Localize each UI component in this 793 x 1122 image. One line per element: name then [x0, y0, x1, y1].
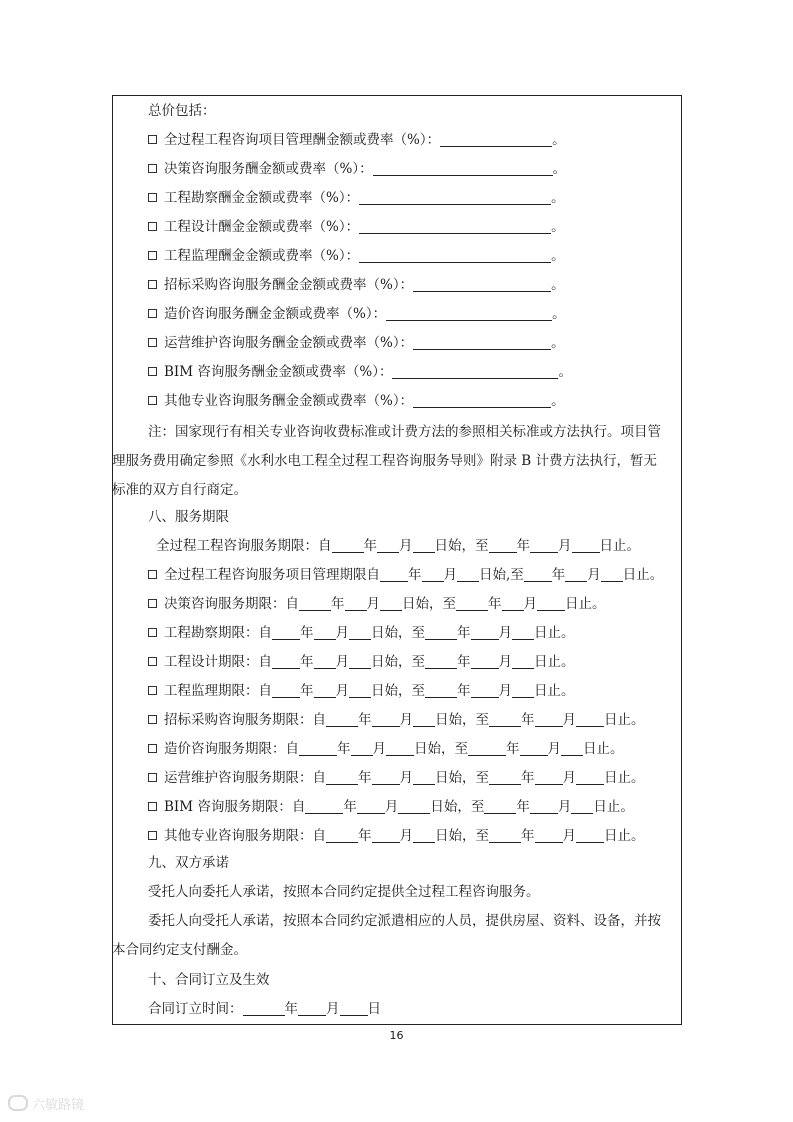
fee-item: 全过程工程咨询项目管理酬金额或费率（%）： 。	[148, 130, 566, 150]
period-item: 运营维护咨询服务期限：自 年 月 日始，至 年 月 日止。	[148, 768, 645, 788]
period-item: 招标采购咨询服务期限：自 年 月 日始，至 年 月 日止。	[148, 710, 645, 730]
checkbox[interactable]	[148, 570, 157, 579]
checkbox[interactable]	[148, 280, 157, 289]
watermark-logo-icon	[8, 1095, 28, 1111]
checkbox[interactable]	[148, 164, 157, 173]
period-item: 工程监理期限：自 年 月 日始，至 年 月 日止。	[148, 681, 575, 701]
checkbox[interactable]	[148, 657, 157, 666]
checkbox[interactable]	[148, 135, 157, 144]
fee-item: 决策咨询服务酬金额或费率（%）： 。	[148, 159, 566, 179]
checkbox[interactable]	[148, 744, 157, 753]
period-item: 全过程工程咨询服务项目管理期限自 年 月 日始,至 年 月 日止。	[148, 565, 663, 585]
fee-note: 注：国家现行有相关专业咨询收费标准或计费方法的参照相关标准或方法执行。项目管 理服务费用确定参照《水利水电工程全过程工程咨询服务导则》附录 B 计费方法执行，暂无 标准的双方自行商定。	[112, 424, 661, 498]
checkbox[interactable]	[148, 773, 157, 782]
fee-item: 其他专业咨询服务酬金金额或费率（%）： 。	[148, 391, 565, 411]
checkbox[interactable]	[148, 831, 157, 840]
watermark: 六敏路镜	[8, 1094, 84, 1113]
checkbox[interactable]	[148, 367, 157, 376]
period-item: 工程设计期限：自 年 月 日始，至 年 月 日止。	[148, 652, 575, 672]
period-main: 全过程工程咨询服务期限：自 年 月 日始，至 年 月 日止。	[156, 538, 640, 554]
fee-item: 造价咨询服务酬金金额或费率（%）： 。	[148, 304, 566, 324]
checkbox[interactable]	[148, 802, 157, 811]
period-item: 造价咨询服务期限：自 年 月 日始，至 年 月 日止。	[148, 739, 624, 759]
checkbox[interactable]	[148, 222, 157, 231]
page-number: 16	[389, 1029, 404, 1042]
fee-item: 工程监理酬金金额或费率（%）： 。	[148, 246, 565, 266]
commit-line-trustee: 受托人向委托人承诺，按照本合同约定提供全过程工程咨询服务。	[148, 884, 540, 900]
checkbox[interactable]	[148, 309, 157, 318]
checkbox[interactable]	[148, 251, 157, 260]
period-item: 决策咨询服务期限：自 年 月 日始，至 年 月 日止。	[148, 594, 606, 614]
fee-item: 运营维护咨询服务酬金金额或费率（%）： 。	[148, 333, 565, 353]
checkbox[interactable]	[148, 396, 157, 405]
section-heading-contract: 十、合同订立及生效	[148, 972, 270, 988]
total-header: 总价包括：	[148, 103, 216, 119]
checkbox[interactable]	[148, 193, 157, 202]
checkbox[interactable]	[148, 628, 157, 637]
fee-item: 工程勘察酬金金额或费率（%）： 。	[148, 188, 565, 208]
checkbox[interactable]	[148, 599, 157, 608]
checkbox[interactable]	[148, 686, 157, 695]
checkbox[interactable]	[148, 338, 157, 347]
period-item: 工程勘察期限：自 年 月 日始，至 年 月 日止。	[148, 623, 575, 643]
fee-item: BIM 咨询服务酬金金额或费率（%）： 。	[148, 362, 572, 382]
commit-line-client: 委托人向受托人承诺，按照本合同约定派遣相应的人员，提供房屋、资料、设备，并按 本合同约定支付酬金。	[112, 913, 661, 958]
section-heading-commit: 九、双方承诺	[148, 855, 229, 871]
fee-item: 招标采购咨询服务酬金金额或费率（%）： 。	[148, 275, 565, 295]
period-item: 其他专业咨询服务期限：自 年 月 日始，至 年 月 日止。	[148, 826, 645, 846]
fee-item: 工程设计酬金金额或费率（%）： 。	[148, 217, 565, 237]
contract-date: 合同订立时间： 年 月 日	[148, 1001, 381, 1017]
period-item: BIM 咨询服务期限：自 年 月 日始，至 年 月 日止。	[148, 797, 634, 817]
checkbox[interactable]	[148, 715, 157, 724]
section-heading-period: 八、服务期限	[148, 509, 229, 525]
